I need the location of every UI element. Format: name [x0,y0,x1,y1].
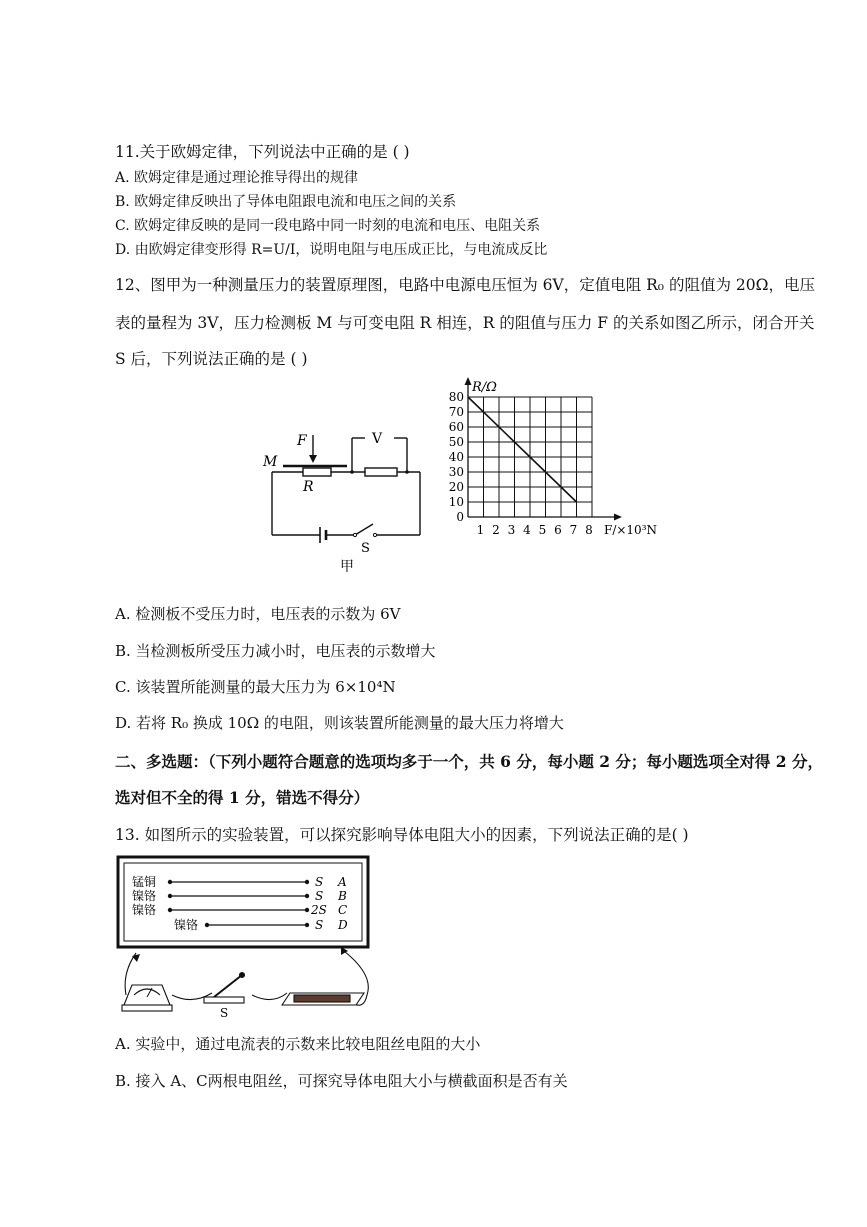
x-tick-label: 1 [476,523,485,537]
x-tick-label: 5 [538,523,547,537]
wire-c-area: 2S [311,903,327,917]
x-axis-label: F/×10³N [604,523,658,537]
wire-a-letter: A [338,875,347,889]
circuit-diagram [255,425,440,580]
q12-option-b: B. 当检测板所受压力减小时，电压表的示数增大 [115,642,436,660]
r-f-graph [428,370,678,550]
q12-stem-line3: S 后，下列说法正确的是 ( ) [115,350,308,368]
section2-line2: 选对但不全的得 1 分，错选不得分） [115,788,370,807]
q13-option-b: B. 接入 A、C两根电阻丝，可探究导体电阻大小与横截面积是否有关 [115,1072,568,1090]
y-tick-label: 0 [456,510,464,524]
q12-option-d: D. 若将 R₀ 换成 10Ω 的电阻，则该装置所能测量的最大压力将增大 [115,714,564,732]
wire-a-material: 锰铜 [132,875,157,889]
wire-a-area: S [315,875,324,889]
x-tick-label: 3 [507,523,516,537]
wire-b-area: S [315,889,324,903]
circuit-label-f: F [297,433,307,449]
y-tick-label: 30 [448,465,464,479]
q11-stem: 11.关于欧姆定律，下列说法中正确的是 ( ) [115,143,410,161]
y-tick-label: 50 [448,435,464,449]
x-tick-label: 6 [554,523,562,537]
x-tick-label: 8 [585,523,593,537]
q12-stem-line1: 12、图甲为一种测量压力的装置原理图，电路中电源电压恒为 6V，定值电阻 R₀ 的阻值为 20Ω，电压 [115,276,815,294]
wire-b-letter: B [338,889,347,903]
switch-label: S [220,1006,229,1020]
x-tick-label: 4 [523,523,531,537]
y-tick-label: 20 [448,480,464,494]
wire-c-material: 镍铬 [132,903,157,917]
y-tick-label: 10 [448,495,464,509]
wire-d-letter: D [338,918,348,932]
data-line [468,397,577,502]
q11-option-d: D. 由欧姆定律变形得 R=U/I，说明电阻与电压成正比，与电流成反比 [115,242,548,258]
x-axis-arrow [614,514,622,521]
circuit-label-m: M [263,454,278,470]
x-tick-label: 2 [492,523,500,537]
q11-option-b: B. 欧姆定律反映出了导体电阻跟电流和电压之间的关系 [115,194,457,210]
wire-d-material: 镍铬 [174,918,199,932]
wire-c-letter: C [338,903,348,917]
y-axis-arrow [465,377,472,385]
x-tick-label: 7 [569,523,578,537]
wire-b-material: 镍铬 [132,889,157,903]
section2-line1: 二、多选题：（下列小题符合题意的选项均多于一个，共 6 分，每小题 2 分；每小题选项全对得 2 分， [115,752,823,771]
q12-stem-line2: 表的量程为 3V，压力检测板 M 与可变电阻 R 相连，R 的阻值与压力 F 的关系如图乙所示，闭合开关 [115,314,815,332]
q13-option-a: A. 实验中，通过电流表的示数来比较电阻丝电阻的大小 [115,1035,481,1053]
y-tick-label: 60 [448,420,464,434]
q11-option-a: A. 欧姆定律是通过理论推导得出的规律 [115,170,359,186]
resistance-experiment-figure [112,855,372,1020]
circuit-label-v: V [372,431,383,447]
y-tick-label: 80 [448,390,464,404]
y-tick-label: 70 [448,405,464,419]
y-tick-label: 40 [448,450,464,464]
y-axis-label: R/Ω [472,380,497,395]
q13-stem: 13. 如图所示的实验装置，可以探究影响导体电阻大小的因素，下列说法正确的是( ) [115,826,689,844]
circuit-caption: 甲 [340,559,354,575]
circuit-label-r: R [303,479,314,495]
q12-option-a: A. 检测板不受压力时，电压表的示数为 6V [115,605,401,623]
q12-option-c: C. 该装置所能测量的最大压力为 6×10⁴N [115,678,396,696]
wire-d-area: S [315,918,324,932]
q11-option-c: C. 欧姆定律反映的是同一段电路中同一时刻的电流和电压、电阻关系 [115,218,541,234]
circuit-label-s: S [361,541,370,556]
